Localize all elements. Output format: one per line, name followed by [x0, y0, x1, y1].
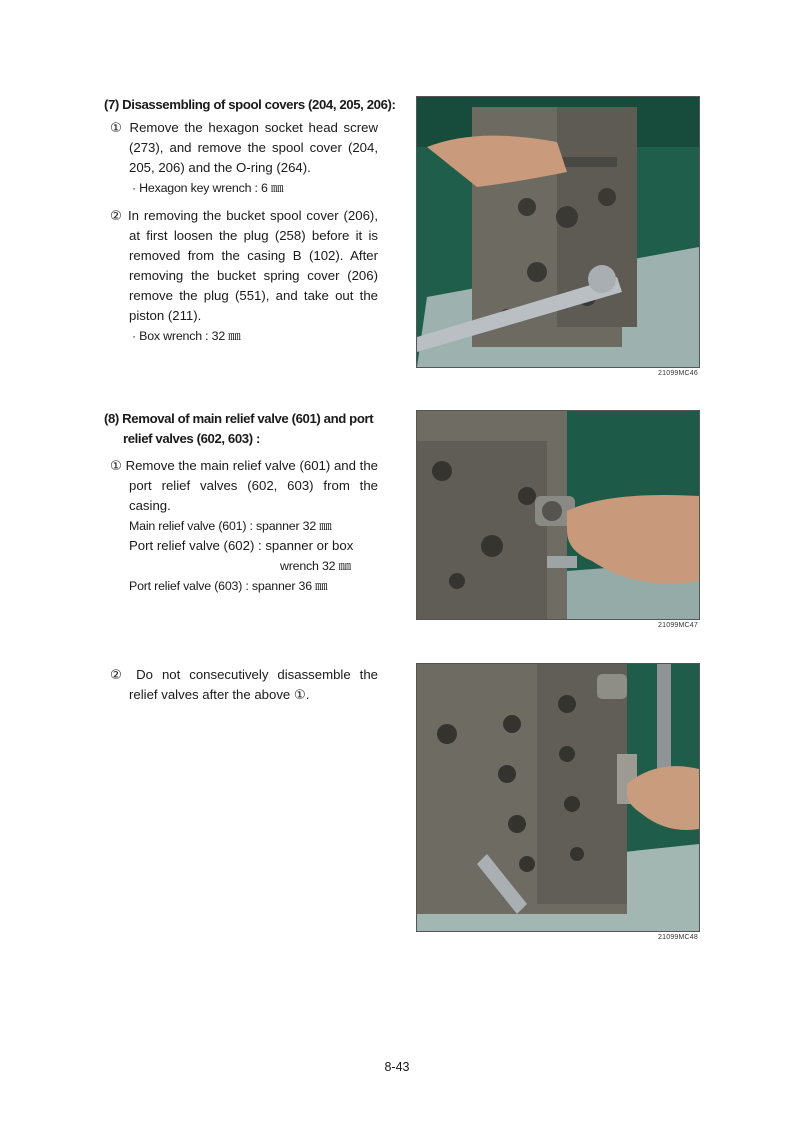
photo-spool-cover-removal	[416, 96, 700, 368]
section-8-tool-port-602-line-2: wrench 32 ㎜	[280, 559, 351, 573]
section-7-step-1-tool: · Hexagon key wrench : 6 ㎜	[132, 181, 284, 195]
photo-1-caption: 21099MC46	[658, 370, 698, 377]
photo-relief-valve-removal	[416, 410, 700, 620]
page-number: 8-43	[384, 1060, 410, 1074]
photo-3-caption: 21099MC48	[658, 934, 698, 941]
section-7-step-1	[110, 118, 378, 178]
section-8-step-2-text: ② Do not consecutively disassemble the relief valves after the above ①.	[110, 667, 378, 702]
section-8-step-1	[110, 456, 378, 516]
section-8-tool-port-602-line-1: Port relief valve (602) : spanner or box	[129, 538, 354, 553]
section-8-tool-port-603: Port relief valve (603) : spanner 36 ㎜	[129, 579, 328, 593]
photo-2-caption: 21099MC47	[658, 622, 698, 629]
section-7-step-1-text: ① Remove the hexagon socket head screw (273), and remove the spool cover (204, 205, 206) and the O-ring (264).	[110, 120, 378, 175]
section-8-heading-line-2: relief valves (602, 603) :	[123, 431, 260, 446]
section-8-step-1-text: ① Remove the main relief valve (601) and the port relief valves (602, 603) from the casing.	[110, 458, 378, 513]
section-7-step-2-tool: · Box wrench : 32 ㎜	[132, 329, 241, 343]
section-7-step-2-text: ② In removing the bucket spool cover (206), at first loosen the plug (258) before it is removed from the casing B (102). After removing the bucket spring cover (206) remove the plug (551), and take out the piston (211).	[110, 208, 378, 323]
section-7-heading: (7) Disassembling of spool covers (204, 205, 206):	[104, 97, 396, 112]
section-8-step-2	[110, 665, 378, 705]
section-7-step-2	[110, 206, 378, 326]
section-8-tool-main-relief: Main relief valve (601) : spanner 32 ㎜	[129, 519, 332, 533]
section-8-heading-line-1: (8) Removal of main relief valve (601) and port	[104, 411, 374, 426]
photo-relief-valves-follow-up	[416, 663, 700, 932]
